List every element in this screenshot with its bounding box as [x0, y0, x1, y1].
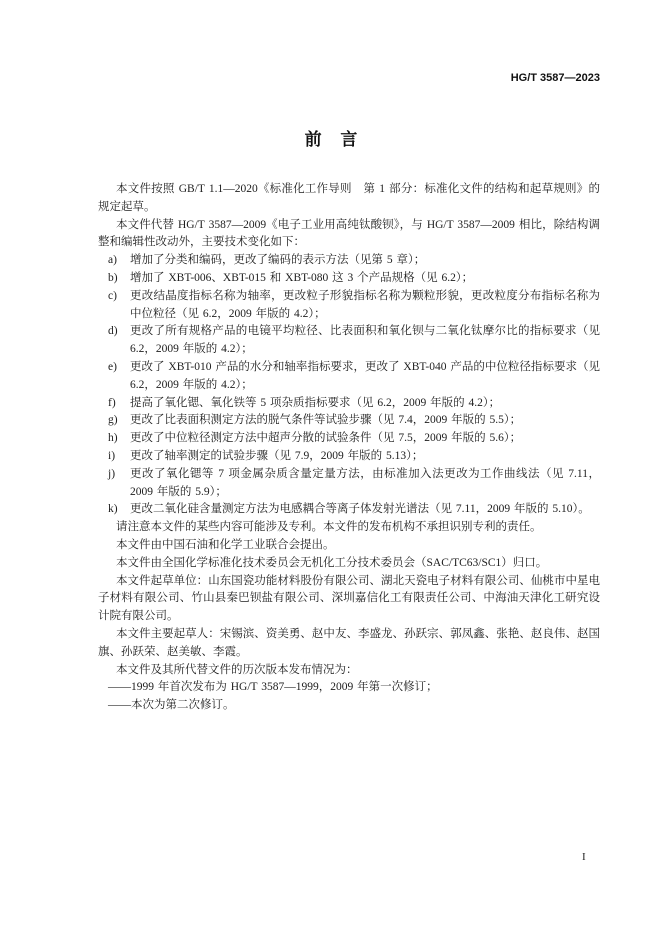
- body-paragraph-drafters: 本文件主要起草人：宋锡滨、资美勇、赵中友、李盛龙、孙跃宗、郭凤鑫、张艳、赵良伟、赵国旗、孙跃荣、赵美敏、李霞。: [98, 627, 600, 658]
- change-item-text: 更改了所有规格产品的电镜平均粒径、比表面积和氧化钡与二氧化钛摩尔比的指标要求（见 6.2，2009 年版的 4.2）；: [130, 325, 600, 356]
- change-item-label: h): [108, 432, 118, 445]
- change-item: [98, 252, 600, 270]
- change-item: [98, 412, 600, 430]
- change-item-label: e): [108, 360, 117, 373]
- change-item-label: j): [108, 467, 116, 480]
- change-item-text: 提高了氧化锶、氧化铁等 5 项杂质指标要求（见 6.2，2009 年版的 4.2）；: [130, 396, 501, 409]
- foreword-title: 前 言: [304, 130, 358, 149]
- technical-change-list: [98, 252, 600, 519]
- change-item-text: 更改结晶度指标名称为轴率，更改粒子形貌指标名称为颗粒形貌，更改粒度分布指标名称为中位粒径（见 6.2，2009 年版的 4.2）；: [130, 289, 600, 320]
- change-item: [98, 501, 600, 519]
- change-item-label: i): [108, 449, 116, 462]
- change-item-label: d): [108, 325, 118, 338]
- change-item-label: f): [108, 396, 116, 409]
- change-item-text: 更改了氧化锶等 7 项金属杂质含量定量方法，由标准加入法更改为工作曲线法（见 7.11，2009 年版的 5.9）；: [130, 467, 600, 498]
- change-item: [98, 466, 600, 502]
- change-item-label: g): [108, 414, 118, 427]
- change-item-text: 增加了 XBT-006、XBT-015 和 XBT-080 这 3 个产品规格（见 6.2）；: [130, 271, 474, 284]
- body-paragraph-patent-notice: 请注意本文件的某些内容可能涉及专利。本文件的发布机构不承担识别专利的责任。: [116, 521, 542, 534]
- change-item: [98, 430, 600, 448]
- body-paragraph-technical-committee: 本文件由全国化学标准化技术委员会无机化工分技术委员会（SAC/TC63/SC1）归口。: [116, 556, 548, 569]
- change-item-text: 增加了分类和编码，更改了编码的表示方法（见第 5 章）；: [130, 254, 426, 267]
- body-paragraph-drafting-rules: 本文件按照 GB/T 1.1—2020《标准化工作导则 第 1 部分：标准化文件的结构和起草规则》的规定起草。: [98, 183, 600, 213]
- change-item-label: k): [108, 503, 118, 516]
- change-item-text: 更改了中位粒径测定方法中超声分散的试验条件（见 7.5，2009 年版的 5.6）；: [130, 432, 522, 445]
- change-item: [98, 270, 600, 288]
- change-item: [98, 395, 600, 413]
- standard-number: HG/T 3587—2023: [510, 72, 600, 84]
- change-item-text: 更改了轴率测定的试验步骤（见 7.9，2009 年版的 5.13）；: [130, 449, 424, 462]
- change-item-label: a): [108, 254, 117, 267]
- page-number: I: [582, 851, 586, 863]
- body-paragraph-replacement: 本文件代替 HG/T 3587—2009《电子工业用高纯钛酸钡》，与 HG/T 3587—2009 相比，除结构调整和编辑性改动外，主要技术变化如下：: [98, 218, 600, 249]
- change-item-text: 更改了比表面积测定方法的脱气条件等试验步骤（见 7.4，2009 年版的 5.5）；: [130, 414, 522, 427]
- change-item: [98, 448, 600, 466]
- change-item-label: b): [108, 271, 118, 284]
- version-history-line: ——1999 年首次发布为 HG/T 3587—1999，2009 年第一次修订；: [108, 681, 438, 694]
- change-item-label: c): [108, 289, 117, 302]
- change-item-text: 更改了 XBT-010 产品的水分和轴率指标要求，更改了 XBT-040 产品的中位粒径指标要求（见 6.2，2009 年版的 4.2）；: [130, 360, 600, 391]
- body-paragraph-proposer: 本文件由中国石油和化学工业联合会提出。: [116, 538, 335, 551]
- change-item: [98, 323, 600, 359]
- version-history-line: ——本次为第二次修订。: [108, 699, 235, 712]
- change-item: [98, 288, 600, 324]
- change-item: [98, 359, 600, 395]
- body-paragraph-drafting-units: 本文件起草单位：山东国瓷功能材料股份有限公司、湖北天瓷电子材料有限公司、仙桃市中星电子材料有限公司、竹山县秦巴钡盐有限公司、深圳嘉信化工有限责任公司、中海油天津化工研究设计院有限公司。: [98, 574, 600, 623]
- change-item-text: 更改二氧化硅含量测定方法为电感耦合等离子体发射光谱法（见 7.11，2009 年版的 5.10）。: [130, 503, 590, 516]
- foreword-body: [98, 181, 600, 715]
- body-paragraph-version-history-intro: 本文件及其所代替文件的历次版本发布情况为：: [116, 663, 358, 676]
